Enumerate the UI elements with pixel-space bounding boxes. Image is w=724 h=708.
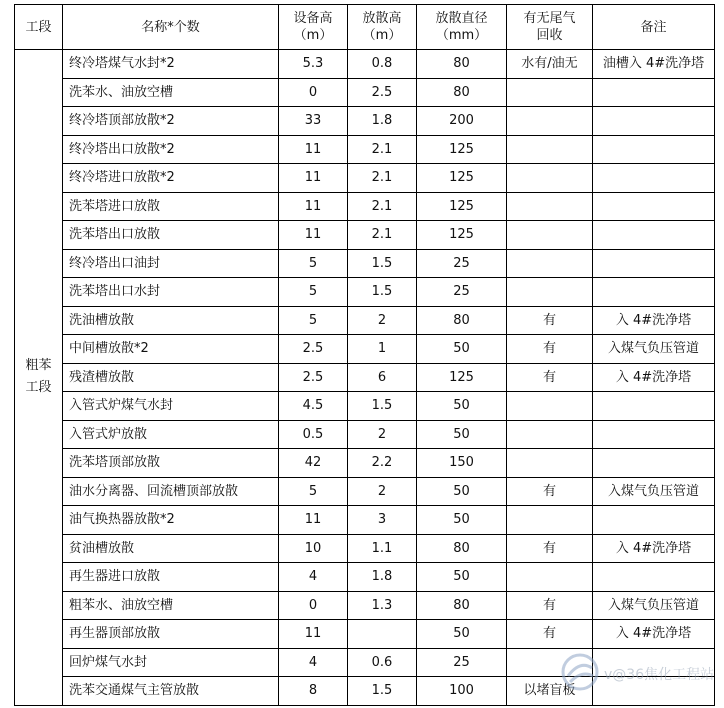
table-row: [15, 392, 715, 421]
table-row: [15, 192, 715, 221]
cell-name: 再生器顶部放散: [63, 620, 279, 649]
cell-equipment-height: 11: [279, 164, 348, 193]
cell-name: 终冷塔出口油封: [63, 249, 279, 278]
cell-recovery: 有: [507, 534, 593, 563]
table-header-row: [15, 5, 715, 50]
cell-recovery: 有: [507, 477, 593, 506]
cell-remark: 入 4#洗净塔: [593, 620, 715, 649]
cell-remark: [593, 107, 715, 136]
table-row: [15, 164, 715, 193]
cell-name: 洗苯交通煤气主管放散: [63, 677, 279, 706]
cell-remark: 入煤气负压管道: [593, 477, 715, 506]
section-label-line2: 工段: [25, 380, 52, 396]
header-tail-gas-recovery: 有无尾气 回收: [507, 5, 593, 50]
table-row: [15, 50, 715, 79]
cell-name: 洗苯塔进口放散: [63, 192, 279, 221]
cell-vent-height: 2: [348, 420, 417, 449]
cell-equipment-height: 11: [279, 221, 348, 250]
cell-vent-diameter: 50: [417, 392, 507, 421]
header-vent-height: 放散高 （m）: [348, 5, 417, 50]
table-row: [15, 363, 715, 392]
cell-remark: [593, 506, 715, 535]
header-equipment-height: 设备高 （m）: [279, 5, 348, 50]
cell-vent-height: 1.5: [348, 392, 417, 421]
cell-vent-diameter: 50: [417, 620, 507, 649]
cell-vent-height: 2.1: [348, 135, 417, 164]
cell-vent-diameter: 25: [417, 648, 507, 677]
table-row: [15, 335, 715, 364]
cell-name: 贫油槽放散: [63, 534, 279, 563]
cell-remark: 入 4#洗净塔: [593, 363, 715, 392]
cell-name: 洗苯塔顶部放散: [63, 449, 279, 478]
cell-vent-height: 2: [348, 306, 417, 335]
table-row: [15, 135, 715, 164]
cell-vent-height: 0.6: [348, 648, 417, 677]
cell-recovery: [507, 164, 593, 193]
cell-equipment-height: 5: [279, 249, 348, 278]
cell-recovery: 以堵盲板: [507, 677, 593, 706]
cell-name: 终冷塔出口放散*2: [63, 135, 279, 164]
cell-vent-height: 1.5: [348, 677, 417, 706]
cell-name: 油气换热器放散*2: [63, 506, 279, 535]
cell-equipment-height: 10: [279, 534, 348, 563]
cell-remark: 油槽入 4#洗净塔: [593, 50, 715, 79]
cell-vent-diameter: 50: [417, 335, 507, 364]
table-row: [15, 477, 715, 506]
header-section: 工段: [15, 5, 63, 50]
cell-remark: [593, 563, 715, 592]
cell-vent-height: 2.2: [348, 449, 417, 478]
cell-name: 终冷塔进口放散*2: [63, 164, 279, 193]
cell-vent-diameter: 80: [417, 534, 507, 563]
vent-parameter-table: [14, 4, 715, 706]
cell-equipment-height: 2.5: [279, 335, 348, 364]
cell-vent-diameter: 80: [417, 591, 507, 620]
header-vent-diameter: 放散直径 （mm）: [417, 5, 507, 50]
cell-equipment-height: 11: [279, 506, 348, 535]
cell-name: 残渣槽放散: [63, 363, 279, 392]
cell-remark: 入煤气负压管道: [593, 591, 715, 620]
cell-equipment-height: 33: [279, 107, 348, 136]
header-remark: 备注: [593, 5, 715, 50]
cell-vent-height: 2.1: [348, 221, 417, 250]
table-row: [15, 420, 715, 449]
table-row: [15, 563, 715, 592]
cell-vent-height: 1.5: [348, 278, 417, 307]
cell-equipment-height: 0.5: [279, 420, 348, 449]
cell-remark: [593, 221, 715, 250]
cell-vent-diameter: 80: [417, 78, 507, 107]
table-row: [15, 620, 715, 649]
cell-remark: 入 4#洗净塔: [593, 306, 715, 335]
cell-equipment-height: 11: [279, 192, 348, 221]
cell-vent-height: 2.1: [348, 192, 417, 221]
cell-recovery: 水有/油无: [507, 50, 593, 79]
cell-remark: 入煤气负压管道: [593, 335, 715, 364]
cell-name: 洗苯塔出口放散: [63, 221, 279, 250]
cell-name: 再生器进口放散: [63, 563, 279, 592]
cell-equipment-height: 42: [279, 449, 348, 478]
cell-recovery: [507, 135, 593, 164]
cell-equipment-height: 11: [279, 135, 348, 164]
cell-recovery: [507, 392, 593, 421]
cell-equipment-height: 5: [279, 306, 348, 335]
cell-remark: [593, 392, 715, 421]
cell-recovery: [507, 192, 593, 221]
table-row: [15, 506, 715, 535]
cell-vent-height: 1: [348, 335, 417, 364]
cell-vent-diameter: 125: [417, 164, 507, 193]
cell-recovery: [507, 78, 593, 107]
cell-vent-height: 6: [348, 363, 417, 392]
cell-vent-height: 1.3: [348, 591, 417, 620]
table-body: [15, 50, 715, 706]
cell-equipment-height: 8: [279, 677, 348, 706]
cell-remark: [593, 135, 715, 164]
watermark-text: v@36焦化工程站: [604, 667, 715, 683]
section-cell: [15, 50, 63, 706]
cell-recovery: [507, 221, 593, 250]
cell-name: 粗苯水、油放空槽: [63, 591, 279, 620]
table-row: [15, 306, 715, 335]
cell-remark: [593, 78, 715, 107]
cell-recovery: [507, 563, 593, 592]
cell-remark: [593, 249, 715, 278]
table-row: [15, 221, 715, 250]
cell-vent-diameter: 125: [417, 192, 507, 221]
cell-remark: [593, 449, 715, 478]
cell-recovery: [507, 506, 593, 535]
table-row: [15, 591, 715, 620]
cell-vent-diameter: 50: [417, 477, 507, 506]
cell-vent-diameter: 50: [417, 420, 507, 449]
cell-equipment-height: 4: [279, 563, 348, 592]
cell-recovery: 有: [507, 335, 593, 364]
cell-vent-diameter: 25: [417, 278, 507, 307]
cell-recovery: 有: [507, 306, 593, 335]
table-row: [15, 278, 715, 307]
cell-equipment-height: 5: [279, 278, 348, 307]
cell-equipment-height: 0: [279, 591, 348, 620]
cell-vent-height: 1.8: [348, 563, 417, 592]
cell-recovery: [507, 107, 593, 136]
table-row: [15, 78, 715, 107]
cell-vent-diameter: 80: [417, 50, 507, 79]
cell-vent-height: 0.8: [348, 50, 417, 79]
cell-name: 中间槽放散*2: [63, 335, 279, 364]
header-name: 名称*个数: [63, 5, 279, 50]
cell-name: 洗苯水、油放空槽: [63, 78, 279, 107]
cell-vent-diameter: 25: [417, 249, 507, 278]
cell-name: 洗苯塔出口水封: [63, 278, 279, 307]
cell-vent-height: 1.1: [348, 534, 417, 563]
table-row: [15, 107, 715, 136]
section-label-line1: 粗苯: [25, 358, 52, 374]
cell-recovery: 有: [507, 363, 593, 392]
cell-remark: [593, 192, 715, 221]
cell-equipment-height: 5: [279, 477, 348, 506]
cell-vent-diameter: 125: [417, 363, 507, 392]
cell-vent-height: 1.5: [348, 249, 417, 278]
cell-equipment-height: 11: [279, 620, 348, 649]
cell-vent-diameter: 125: [417, 221, 507, 250]
table-row: [15, 534, 715, 563]
cell-recovery: [507, 449, 593, 478]
table-row: [15, 249, 715, 278]
cell-recovery: [507, 278, 593, 307]
cell-remark: [593, 278, 715, 307]
cell-equipment-height: 4: [279, 648, 348, 677]
cell-vent-height: 3: [348, 506, 417, 535]
cell-name: 回炉煤气水封: [63, 648, 279, 677]
wechat-logo-icon: [560, 652, 600, 692]
watermark: [560, 652, 720, 702]
cell-recovery: [507, 420, 593, 449]
cell-name: 终冷塔煤气水封*2: [63, 50, 279, 79]
cell-vent-diameter: 125: [417, 135, 507, 164]
cell-equipment-height: 5.3: [279, 50, 348, 79]
cell-remark: [593, 164, 715, 193]
cell-vent-diameter: 50: [417, 506, 507, 535]
cell-name: 洗油槽放散: [63, 306, 279, 335]
cell-name: 入管式炉放散: [63, 420, 279, 449]
cell-recovery: 有: [507, 591, 593, 620]
cell-vent-height: [348, 620, 417, 649]
cell-equipment-height: 0: [279, 78, 348, 107]
cell-remark: [593, 420, 715, 449]
cell-vent-height: 1.8: [348, 107, 417, 136]
cell-vent-diameter: 150: [417, 449, 507, 478]
cell-recovery: [507, 249, 593, 278]
cell-vent-diameter: 200: [417, 107, 507, 136]
cell-vent-diameter: 80: [417, 306, 507, 335]
cell-name: 终冷塔顶部放散*2: [63, 107, 279, 136]
cell-vent-height: 2.1: [348, 164, 417, 193]
cell-vent-height: 2.5: [348, 78, 417, 107]
cell-equipment-height: 2.5: [279, 363, 348, 392]
cell-vent-height: 2: [348, 477, 417, 506]
cell-vent-diameter: 100: [417, 677, 507, 706]
cell-equipment-height: 4.5: [279, 392, 348, 421]
cell-name: 油水分离器、回流槽顶部放散: [63, 477, 279, 506]
cell-remark: 入 4#洗净塔: [593, 534, 715, 563]
cell-recovery: 有: [507, 620, 593, 649]
cell-name: 入管式炉煤气水封: [63, 392, 279, 421]
table-row: [15, 449, 715, 478]
cell-vent-diameter: 50: [417, 563, 507, 592]
